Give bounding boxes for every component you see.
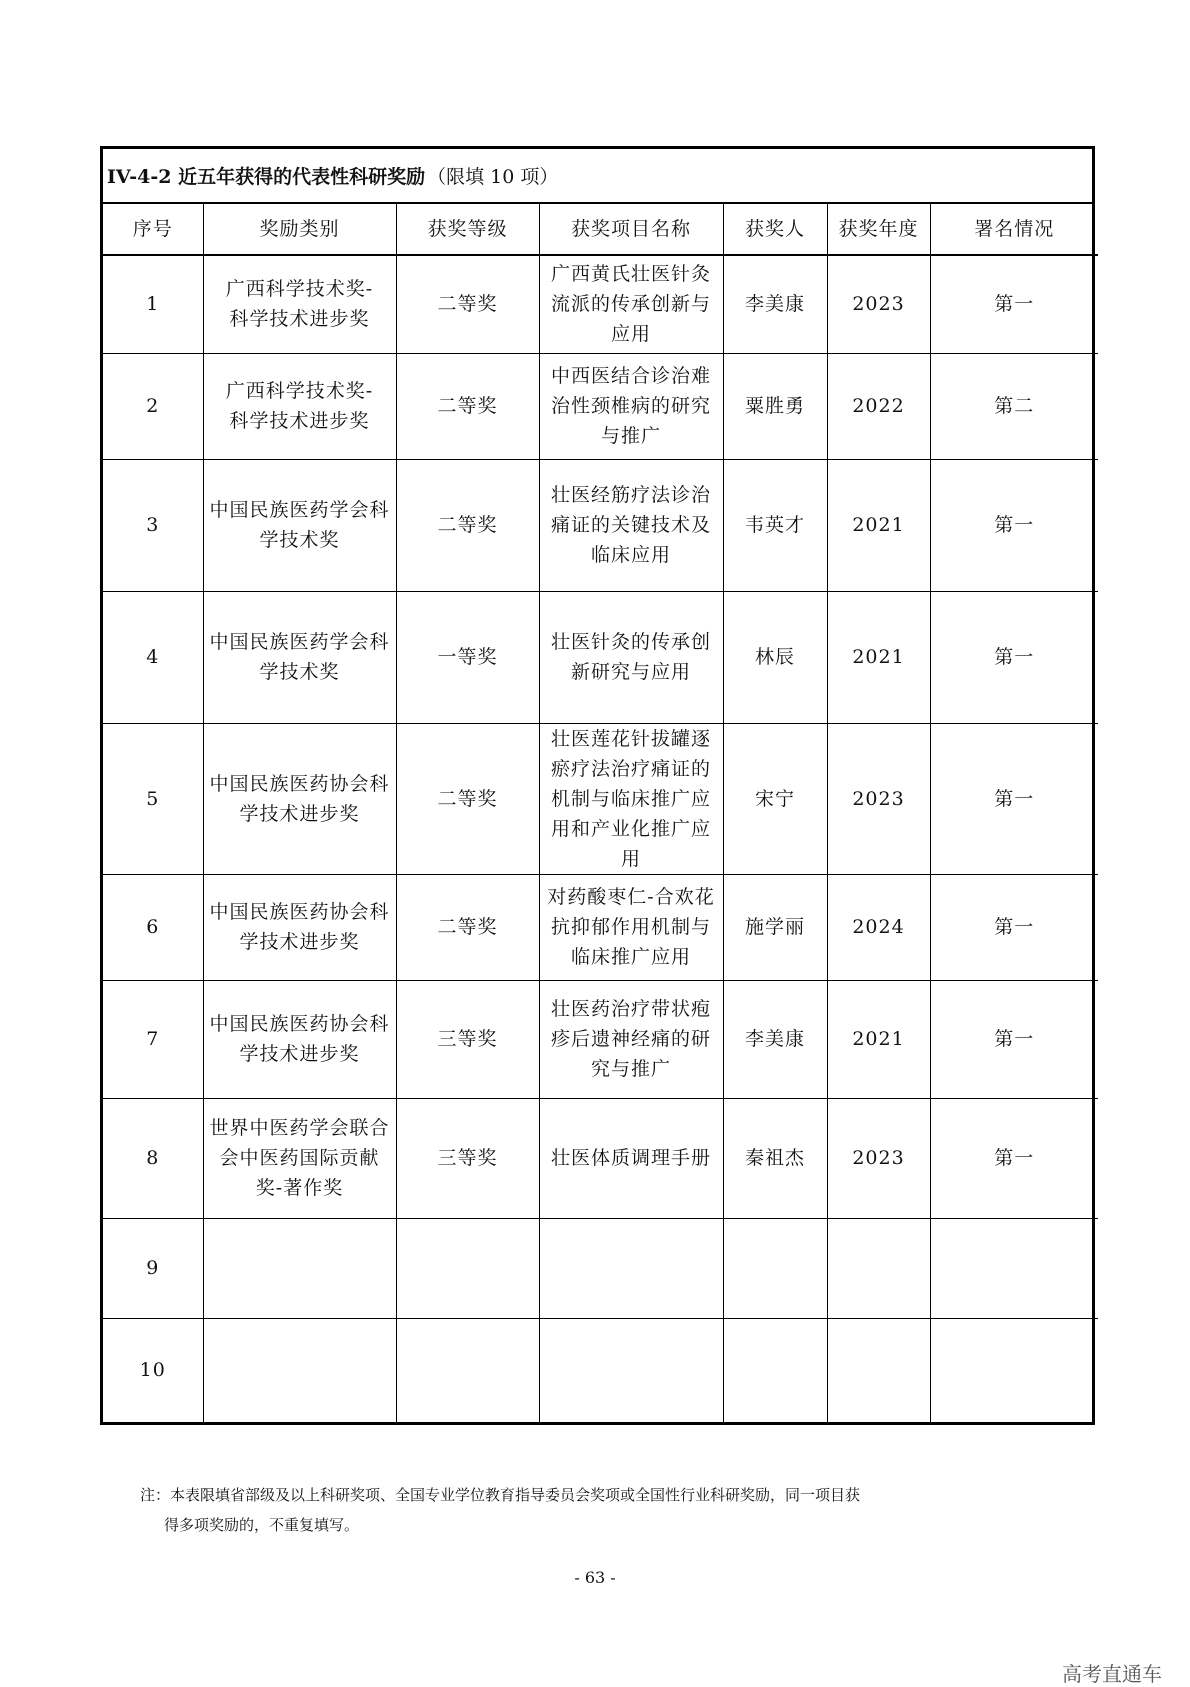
header-winner: 获奖人	[723, 204, 827, 255]
cell-year[interactable]	[827, 1318, 930, 1422]
table-row	[103, 874, 1098, 980]
cell-rank: 第二	[930, 353, 1098, 459]
cell-year: 2024	[827, 874, 930, 980]
table-row	[103, 1318, 1098, 1422]
watermark-text: 高考直通车	[1062, 1662, 1162, 1686]
cell-winner: 宋宁	[723, 723, 827, 874]
cell-project: 壮医针灸的传承创新研究与应用	[539, 591, 723, 723]
cell-no: 8	[103, 1098, 203, 1218]
cell-project: 壮医体质调理手册	[539, 1098, 723, 1218]
cell-category: 中国民族医药学会科学技术奖	[203, 591, 396, 723]
cell-winner: 粟胜勇	[723, 353, 827, 459]
header-grade: 获奖等级	[396, 204, 539, 255]
section-limit-note: （限填 10 项）	[427, 166, 559, 188]
cell-rank: 第一	[930, 723, 1098, 874]
cell-winner: 李美康	[723, 255, 827, 353]
cell-year: 2021	[827, 459, 930, 591]
cell-rank: 第一	[930, 1098, 1098, 1218]
cell-year: 2021	[827, 591, 930, 723]
table-row	[103, 591, 1098, 723]
cell-no: 9	[103, 1218, 203, 1318]
cell-winner: 施学丽	[723, 874, 827, 980]
awards-form	[100, 146, 1095, 1425]
category-line-1: 广西科学技术奖-	[225, 380, 374, 402]
table-row	[103, 1218, 1098, 1318]
cell-grade: 三等奖	[396, 1098, 539, 1218]
header-year: 获奖年度	[827, 204, 930, 255]
cell-year: 2023	[827, 255, 930, 353]
cell-rank: 第一	[930, 591, 1098, 723]
cell-rank[interactable]	[930, 1318, 1098, 1422]
cell-category: 中国民族医药协会科学技术进步奖	[203, 874, 396, 980]
cell-grade: 一等奖	[396, 591, 539, 723]
cell-winner: 秦祖杰	[723, 1098, 827, 1218]
cell-category: 世界中医药学会联合会中医药国际贡献奖-著作奖	[203, 1098, 396, 1218]
cell-rank: 第一	[930, 874, 1098, 980]
cell-year: 2021	[827, 980, 930, 1098]
cell-no: 6	[103, 874, 203, 980]
cell-category: 中国民族医药协会科学技术进步奖	[203, 723, 396, 874]
cell-rank: 第一	[930, 980, 1098, 1098]
header-project: 获奖项目名称	[539, 204, 723, 255]
cell-category[interactable]	[203, 1218, 396, 1318]
cell-rank: 第一	[930, 459, 1098, 591]
cell-winner: 韦英才	[723, 459, 827, 591]
cell-no: 7	[103, 980, 203, 1098]
cell-winner[interactable]	[723, 1318, 827, 1422]
section-title	[103, 149, 1092, 204]
cell-grade: 二等奖	[396, 255, 539, 353]
cell-no: 2	[103, 353, 203, 459]
header-rank: 署名情况	[930, 204, 1098, 255]
cell-year: 2022	[827, 353, 930, 459]
cell-category	[203, 353, 396, 459]
category-line-2: 科学技术进步奖	[229, 410, 370, 432]
cell-grade[interactable]	[396, 1218, 539, 1318]
category-line-1: 广西科学技术奖-	[225, 278, 374, 301]
cell-year: 2023	[827, 723, 930, 874]
cell-grade: 二等奖	[396, 874, 539, 980]
cell-grade: 二等奖	[396, 353, 539, 459]
category-line-2: 科学技术进步奖	[229, 308, 370, 331]
footnote	[140, 1480, 1040, 1540]
table-row	[103, 353, 1098, 459]
cell-no: 10	[103, 1318, 203, 1422]
cell-no: 5	[103, 723, 203, 874]
cell-rank[interactable]	[930, 1218, 1098, 1318]
cell-project: 壮医药治疗带状疱疹后遗神经痛的研究与推广	[539, 980, 723, 1098]
cell-grade: 三等奖	[396, 980, 539, 1098]
footnote-line-2: 得多项奖励的，不重复填写。	[164, 1516, 360, 1534]
cell-winner: 林辰	[723, 591, 827, 723]
cell-rank: 第一	[930, 255, 1098, 353]
cell-grade: 二等奖	[396, 723, 539, 874]
cell-project: 对药酸枣仁-合欢花抗抑郁作用机制与临床推广应用	[539, 874, 723, 980]
header-no: 序号	[103, 204, 203, 255]
cell-year[interactable]	[827, 1218, 930, 1318]
table-header-row	[103, 204, 1098, 255]
cell-category	[203, 255, 396, 353]
cell-project: 壮医莲花针拔罐逐瘀疗法治疗痛证的机制与临床推广应用和产业化推广应用	[539, 723, 723, 874]
cell-project: 中西医结合诊治难治性颈椎病的研究与推广	[539, 353, 723, 459]
section-code-title: IV-4-2 近五年获得的代表性科研奖励	[107, 166, 426, 188]
cell-winner[interactable]	[723, 1218, 827, 1318]
cell-category: 中国民族医药协会科学技术进步奖	[203, 980, 396, 1098]
cell-no: 3	[103, 459, 203, 591]
header-category: 奖励类别	[203, 204, 396, 255]
cell-winner: 李美康	[723, 980, 827, 1098]
table-row	[103, 723, 1098, 874]
cell-no: 4	[103, 591, 203, 723]
table-row	[103, 255, 1098, 353]
cell-grade: 二等奖	[396, 459, 539, 591]
cell-project: 壮医经筋疗法诊治痛证的关键技术及临床应用	[539, 459, 723, 591]
table-row	[103, 980, 1098, 1098]
awards-table	[103, 204, 1098, 1422]
table-body	[103, 255, 1098, 1422]
cell-project[interactable]	[539, 1218, 723, 1318]
table-row	[103, 1098, 1098, 1218]
page-number: - 63 -	[574, 1568, 616, 1587]
cell-year: 2023	[827, 1098, 930, 1218]
table-row	[103, 459, 1098, 591]
cell-project: 广西黄氏壮医针灸流派的传承创新与应用	[539, 255, 723, 353]
cell-no: 1	[103, 255, 203, 353]
cell-category: 中国民族医药学会科学技术奖	[203, 459, 396, 591]
footnote-line-1: 注：本表限填省部级及以上科研奖项、全国专业学位教育指导委员会奖项或全国性行业科研奖励，同一项目获	[140, 1486, 861, 1504]
cell-grade[interactable]	[396, 1318, 539, 1422]
cell-project[interactable]	[539, 1318, 723, 1422]
cell-category[interactable]	[203, 1318, 396, 1422]
